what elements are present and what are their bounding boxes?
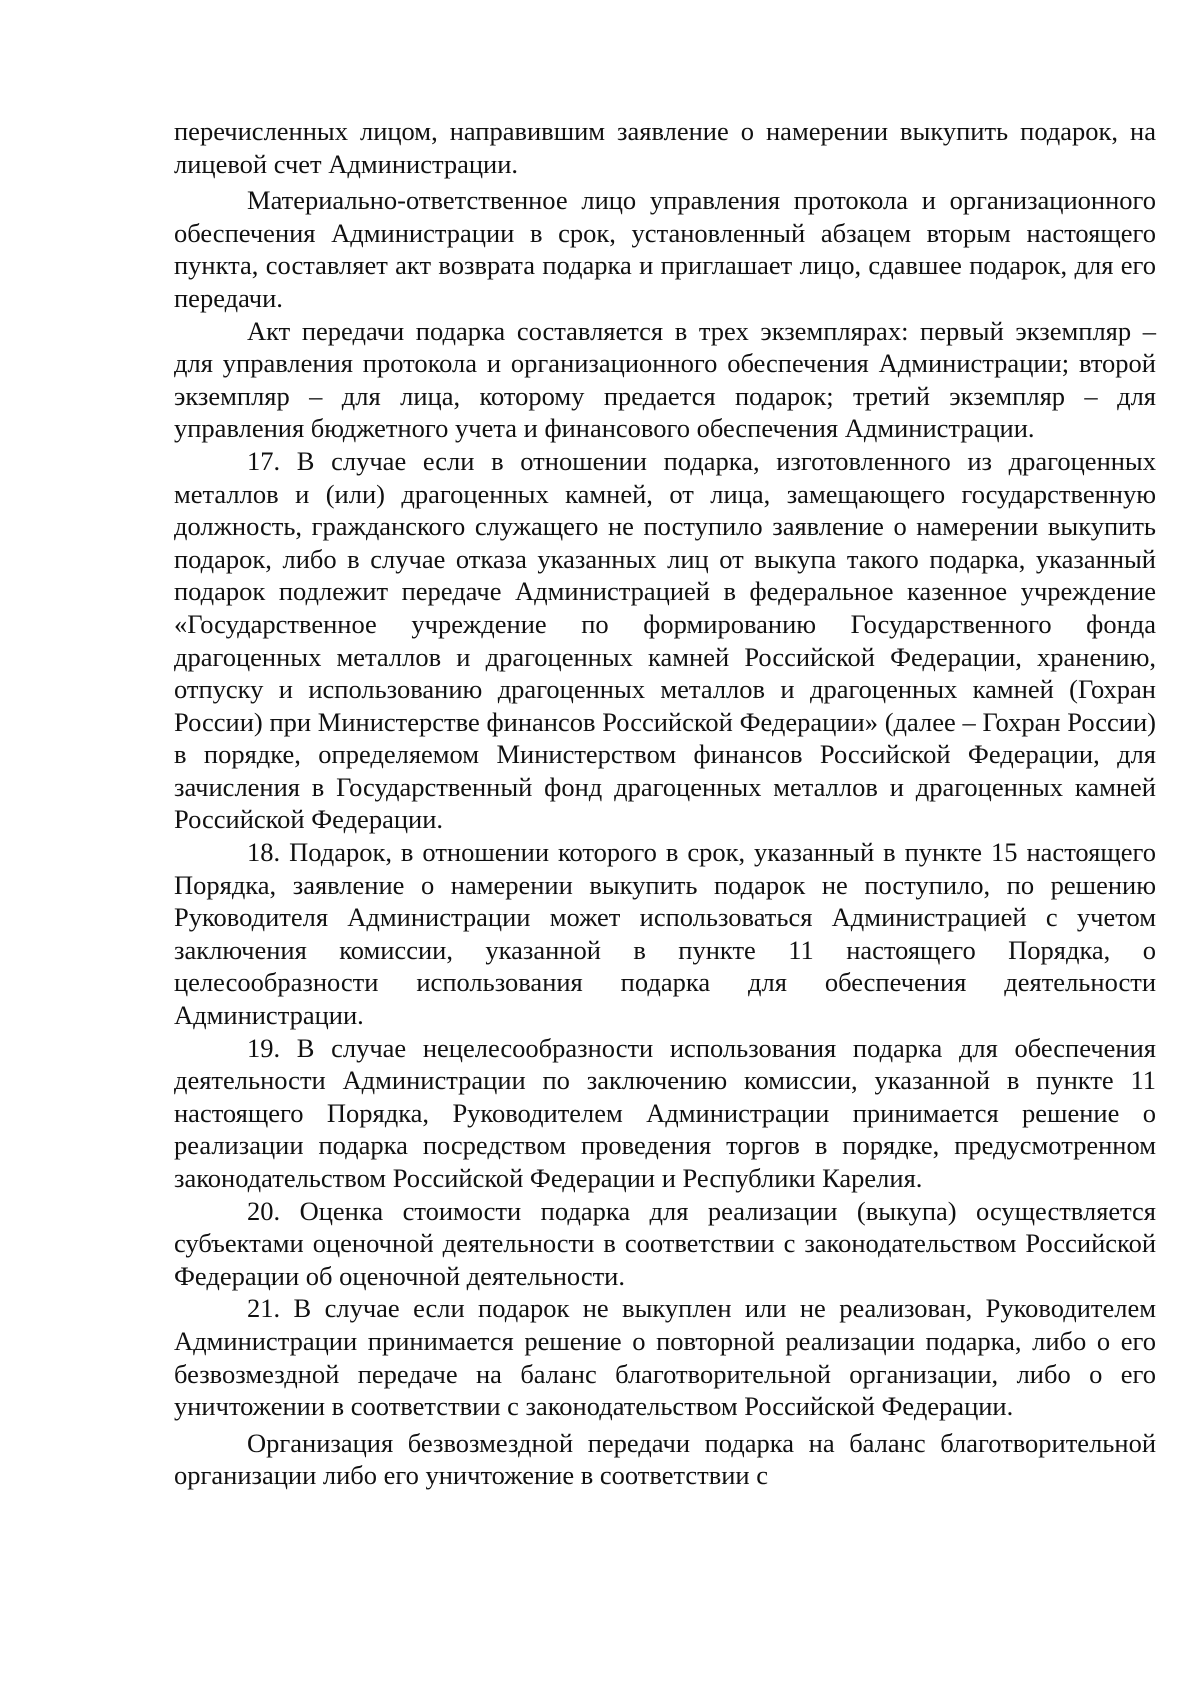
paragraph-continuation: перечисленных лицом, направившим заявление о намерении выкупить подарок, на лицевой счет Администрации. <box>174 116 1156 179</box>
paragraph-responsible-person: Материально-ответственное лицо управления протокола и организационного обеспечения Администрации в срок, установленный абзацем вторым настоящего пункта, составляет акт возврата подарка и приглашает лицо, сдавшее подарок, для его передачи. <box>174 185 1156 313</box>
paragraph-organization: Организация безвозмездной передачи подарка на баланс благотворительной организации либо его уничтожение в соответствии с <box>174 1427 1156 1491</box>
document-body <box>174 115 1156 1492</box>
paragraph-transfer-act: Акт передачи подарка составляется в трех экземплярах: первый экземпляр – для управления протокола и организационного обеспечения Администрации; второй экземпляр – для лица, которому предается подарок; третий экземпляр – для управления бюджетного учета и финансового обеспечения Администрации. <box>174 315 1156 444</box>
paragraph-item-17: 17. В случае если в отношении подарка, изготовленного из драгоценных металлов и (или) драгоценных камней, от лица, замещающего государственную должность, гражданского служащего не поступило заявление о намерении выкупить подарок, либо в случае отказа указанных лиц от выкупа такого подарка, указанный подарок подлежит передаче Администрацией в федеральное казенное учреждение «Государственное учреждение по формированию Государственного фонда драгоценных металлов и драгоценных камней Российской Федерации, хранению, отпуску и использованию драгоценных металлов и драгоценных камней (Гохран России) при Министерстве финансов Российской Федерации» (далее – Гохран России) в порядке, определяемом Министерством финансов Российской Федерации, для зачисления в Государственный фонд драгоценных металлов и драгоценных камней Российской Федерации. <box>174 445 1156 835</box>
paragraph-item-21: 21. В случае если подарок не выкуплен или не реализован, Руководителем Администрации принимается решение о повторной реализации подарка, либо о его безвозмездной передаче на баланс благотворительной организации, либо о его уничтожении в соответствии с законодательством Российской Федерации. <box>174 1293 1156 1422</box>
paragraph-item-20: 20. Оценка стоимости подарка для реализации (выкупа) осуществляется субъектами оценочной деятельности в соответствии с законодательством Российской Федерации об оценочной деятельности. <box>174 1195 1156 1291</box>
paragraph-item-18: 18. Подарок, в отношении которого в срок, указанный в пункте 15 настоящего Порядка, заявление о намерении выкупить подарок не поступило, по решению Руководителя Администрации может использоваться Администрацией с учетом заключения комиссии, указанной в пункте 11 настоящего Порядка, о целесообразности использования подарка для обеспечения деятельности Администрации. <box>174 837 1156 1031</box>
paragraph-item-19: 19. В случае нецелесообразности использования подарка для обеспечения деятельности Администрации по заключению комиссии, указанной в пункте 11 настоящего Порядка, Руководителем Администрации принимается решение о реализации подарка посредством проведения торгов в порядке, предусмотренном законодательством Российской Федерации и Республики Карелия. <box>174 1032 1156 1193</box>
